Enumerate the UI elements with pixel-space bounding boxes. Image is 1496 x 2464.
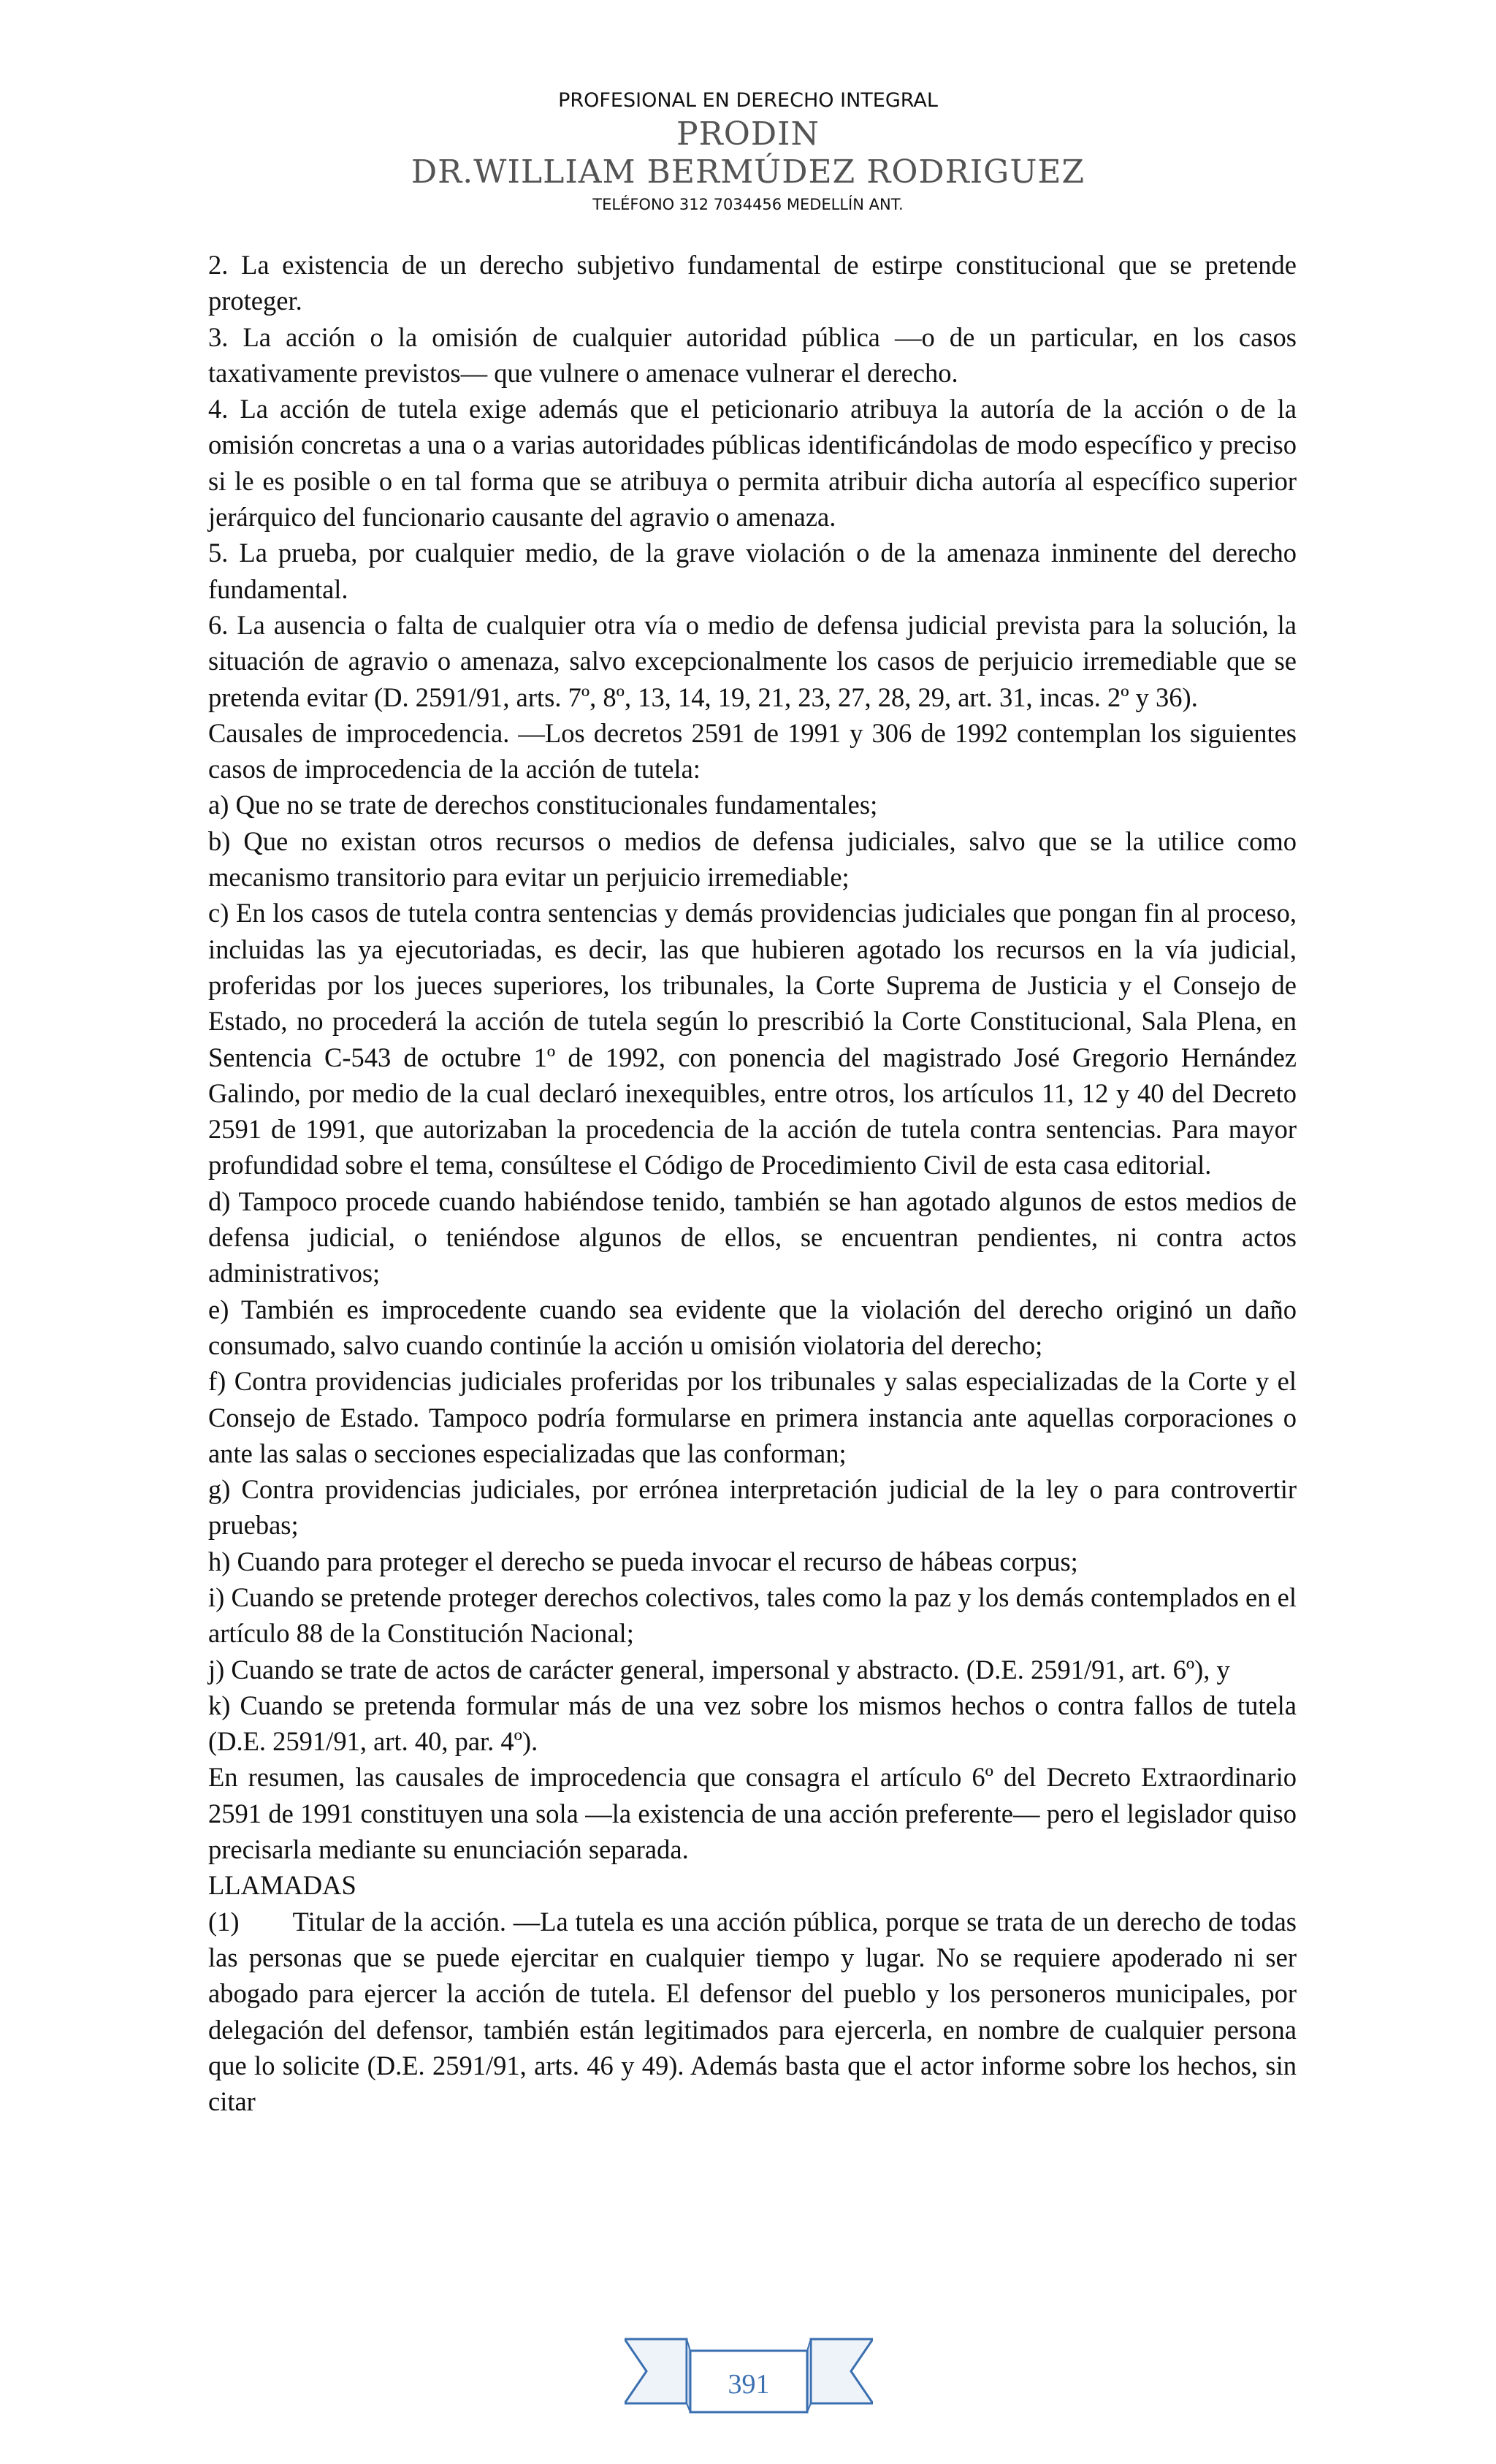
paragraph: a) Que no se trate de derechos constitucionales fundamentales; [208,790,878,820]
paragraph: En resumen, las causales de improcedencia que consagra el artículo 6º del Decreto Extraordinario 2591 de 1991 constituyen una sola —la existencia de una acción preferente— pero el legislador quiso precisarla mediante su enunciación separada. [208,1762,1297,1865]
paragraph: 4. La acción de tutela exige además que el peticionario atribuya la autoría de la acción o de la omisión concretas a una o a varias autoridades públicas identificándolas de modo específico y preciso si le es posible o en tal forma que se atribuya o permita atribuir dicha autoría al específico superior jerárquico del funcionario causante del agravio o amenaza. [208,394,1297,533]
paragraph: c) En los casos de tutela contra sentencias y demás providencias judiciales que pongan fin al proceso, incluidas las ya ejecutoriadas, es decir, las que hubieren agotado los recursos en la vía judicial, proferidas por los jueces superiores, los tribunales, la Corte Suprema de Justicia y el Consejo de Estado, no procederá la acción de tutela según lo prescribió la Corte Constitucional, Sala Plena, en Sentencia C-543 de octubre 1º de 1992, con ponencia del magistrado José Gregorio Hernández Galindo, por medio de la cual declaró inexequibles, entre otros, los artículos 11, 12 y 40 del Decreto 2591 de 1991, que autorizaban la procedencia de la acción de tutela contra sentencias. Para mayor profundidad sobre el tema, consúltese el Código de Procedimiento Civil de esta casa editorial. [208,898,1297,1180]
paragraph: i) Cuando se pretende proteger derechos colectivos, tales como la paz y los demás contemplados en el artículo 88 de la Constitución Nacional; [208,1582,1297,1649]
paragraph: 5. La prueba, por cualquier medio, de la grave violación o de la amenaza inminente del derecho fundamental. [208,538,1297,604]
paragraph: 6. La ausencia o falta de cualquier otra vía o medio de defensa judicial prevista para la solución, la situación de agravio o amenaza, salvo excepcionalmente los casos de perjuicio irremediable que se pretenda evitar (D. 2591/91, arts. 7º, 8º, 13, 14, 19, 21, 23, 27, 28, 29, art. 31, incas. 2º y 36). [208,609,1297,712]
paragraph: 2. La existencia de un derecho subjetivo fundamental de estirpe constitucional que se pretende proteger. [208,250,1297,316]
header-profession: PROFESIONAL EN DERECHO INTEGRAL [558,89,938,112]
paragraph: (1) Titular de la acción. —La tutela es una acción pública, porque se trata de un derecho de todas las personas que se puede ejercitar en cualquier tiempo y lugar. No se requiere apoderado ni ser abogado para ejercer la acción de tutela. El defensor del pueblo y los personeros municipales, por delegación del defensor, también están legitimados para ejercerla, en nombre de cualquier persona que lo solicite (D.E. 2591/91, arts. 46 y 49). Además basta que el actor informe sobre los hechos, sin citar [208,1906,1297,2117]
paragraph: h) Cuando para proteger el derecho se pueda invocar el recurso de hábeas corpus; [208,1546,1078,1576]
page-footer [0,2330,1496,2425]
paragraph: d) Tampoco procede cuando habiéndose tenido, también se han agotado algunos de estos medios de defensa judicial, o teniéndose algunos de ellos, se encuentran pendientes, ni contra actos administrativos; [208,1186,1297,1289]
header-brand: PRODIN [676,115,820,153]
header-author: DR.WILLIAM BERMÚDEZ RODRIGUEZ [411,153,1085,191]
paragraph: e) También es improcedente cuando sea evidente que la violación del derecho originó un daño consumado, salvo cuando continúe la acción u omisión violatoria del derecho; [208,1294,1297,1360]
paragraph: j) Cuando se trate de actos de carácter general, impersonal y abstracto. (D.E. 2591/91, art. 6º), y [208,1654,1230,1685]
header-contact: TELÉFONO 312 7034456 MEDELLÍN ANT. [592,196,904,213]
paragraph: 3. La acción o la omisión de cualquier autoridad pública —o de un particular, en los casos taxativamente previstos— que vulnere o amenace vulnerar el derecho. [208,321,1297,388]
document-body [208,247,1297,2119]
paragraph: b) Que no existan otros recursos o medios de defensa judiciales, salvo que se la utilice como mecanismo transitorio para evitar un perjuicio irremediable; [208,825,1297,893]
page-header [0,86,1496,218]
paragraph: k) Cuando se pretenda formular más de una vez sobre los mismos hechos o contra fallos de tutela (D.E. 2591/91, art. 40, par. 4º). [208,1690,1297,1757]
page-number: 391 [728,2369,770,2400]
section-heading-llamadas: LLAMADAS [208,1870,356,1901]
paragraph: f) Contra providencias judiciales proferidas por los tribunales y salas especializadas de la Corte y el Consejo de Estado. Tampoco podría formularse en primera instancia ante aquellas corporaciones o ante las salas o secciones especializadas que las conforman; [208,1366,1297,1468]
paragraph: g) Contra providencias judiciales, por errónea interpretación judicial de la ley o para controvertir pruebas; [208,1474,1297,1541]
paragraph: Causales de improcedencia. —Los decretos 2591 de 1991 y 306 de 1992 contemplan los siguientes casos de improcedencia de la acción de tutela: [208,717,1297,785]
